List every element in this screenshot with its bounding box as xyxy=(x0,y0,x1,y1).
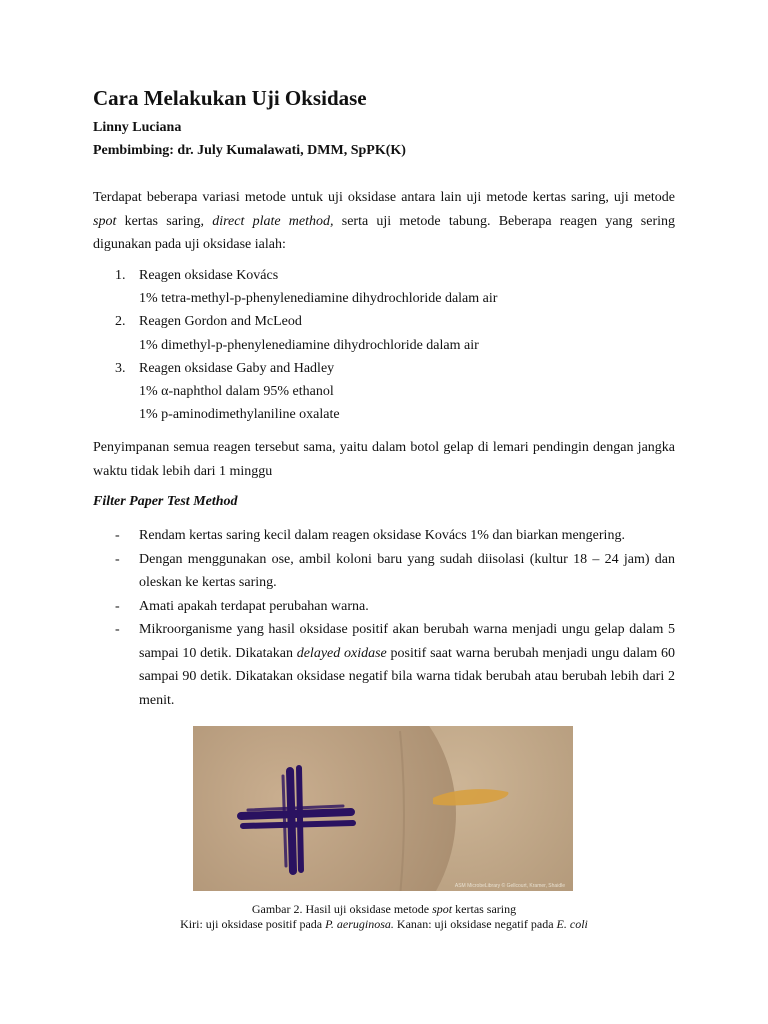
procedure-list xyxy=(93,524,675,712)
caption-italic: spot xyxy=(432,902,453,916)
figure-caption-line-1 xyxy=(93,902,675,916)
document-title: Cara Melakukan Uji Oksidase xyxy=(93,86,367,110)
intro-text-2: kertas saring, xyxy=(116,213,213,229)
bullet-dash: - xyxy=(115,551,120,567)
section-heading: Filter Paper Test Method xyxy=(93,494,238,509)
reagent-composition: 1% dimethyl-p-phenylenediamine dihydrochloride dalam air xyxy=(139,337,479,353)
intro-paragraph xyxy=(93,186,675,257)
caption-text: kertas saring xyxy=(452,902,517,916)
intro-italic-spot: spot xyxy=(93,213,117,229)
bullet-dash: - xyxy=(115,598,120,614)
reagent-item xyxy=(93,264,675,310)
photo-credit: ASM MicrobeLibrary © Gellcourt, Kramer, Shaidle xyxy=(454,883,565,889)
procedure-step xyxy=(93,524,675,548)
step-text: Amati apakah terdapat perubahan warna. xyxy=(139,598,369,614)
reagent-number: 1. xyxy=(115,268,126,283)
photo-illustration xyxy=(193,726,573,891)
reagent-number: 3. xyxy=(115,360,126,376)
intro-text-1: Terdapat beberapa variasi metode untuk uji oksidase antara lain uji metode kertas saring, uji metode xyxy=(93,190,675,205)
procedure-step xyxy=(93,595,675,619)
step-text: positif saat warna berubah menjadi ungu dalam 60 sampai 90 detik. Dikatakan oksidase negatif bila warna tidak berubah atau berubah lebih dari 2 menit. xyxy=(139,645,675,708)
caption-italic: P. aeruginosa. xyxy=(325,917,394,931)
author-name: Linny Luciana xyxy=(93,120,182,135)
reagent-item xyxy=(93,310,675,356)
bullet-dash: - xyxy=(115,622,120,637)
reagent-item xyxy=(93,357,675,427)
reagent-name: Reagen Gordon and McLeod xyxy=(139,314,302,330)
oxidase-test-photo xyxy=(193,726,573,891)
step-text: Rendam kertas saring kecil dalam reagen oksidase Kovács 1% dan biarkan mengering. xyxy=(139,528,625,543)
caption-text: Kanan: uji oksidase negatif pada xyxy=(393,917,557,931)
reagent-composition: 1% p-aminodimethylaniline oxalate xyxy=(139,407,340,423)
advisor-line: Pembimbing: dr. July Kumalawati, DMM, SpPK(K) xyxy=(93,143,406,158)
figure-caption-line-2 xyxy=(93,917,675,931)
intro-italic-direct-plate: direct plate method, xyxy=(212,213,334,229)
bullet-dash: - xyxy=(115,528,120,543)
step-text: Dengan menggunakan ose, ambil koloni baru yang sudah diisolasi (kultur 18 – 24 jam) dan oleskan ke kertas saring. xyxy=(139,551,675,590)
reagent-name: Reagen oksidase Kovács xyxy=(139,268,279,283)
intro-text-3: serta uji metode tabung. Beberapa reagen yang sering digunakan pada uji oksidase ialah: xyxy=(93,213,675,252)
caption-italic: E. coli xyxy=(556,917,588,931)
step-italic: delayed oxidase xyxy=(296,645,387,661)
reagent-name: Reagen oksidase Gaby and Hadley xyxy=(139,360,335,376)
reagent-composition: 1% α-naphthol dalam 95% ethanol xyxy=(139,384,334,400)
storage-paragraph: Penyimpanan semua reagen tersebut sama, yaitu dalam botol gelap di lemari pendingin dengan jangka waktu tidak lebih dari 1 minggu xyxy=(93,440,675,479)
step-text: Mikroorganisme yang hasil oksidase positif akan berubah warna menjadi ungu gelap dalam 5 sampai 10 detik. Dikatakan xyxy=(139,622,675,661)
procedure-step xyxy=(93,618,675,712)
reagent-composition: 1% tetra-methyl-p-phenylenediamine dihydrochloride dalam air xyxy=(139,291,498,307)
reagent-number: 2. xyxy=(115,314,126,330)
caption-text: Gambar 2. Hasil uji oksidase metode xyxy=(251,902,433,916)
reagent-list xyxy=(93,264,675,426)
procedure-step xyxy=(93,548,675,595)
caption-text: Kiri: uji oksidase positif pada xyxy=(180,917,326,931)
left-paper-disc xyxy=(193,726,456,891)
